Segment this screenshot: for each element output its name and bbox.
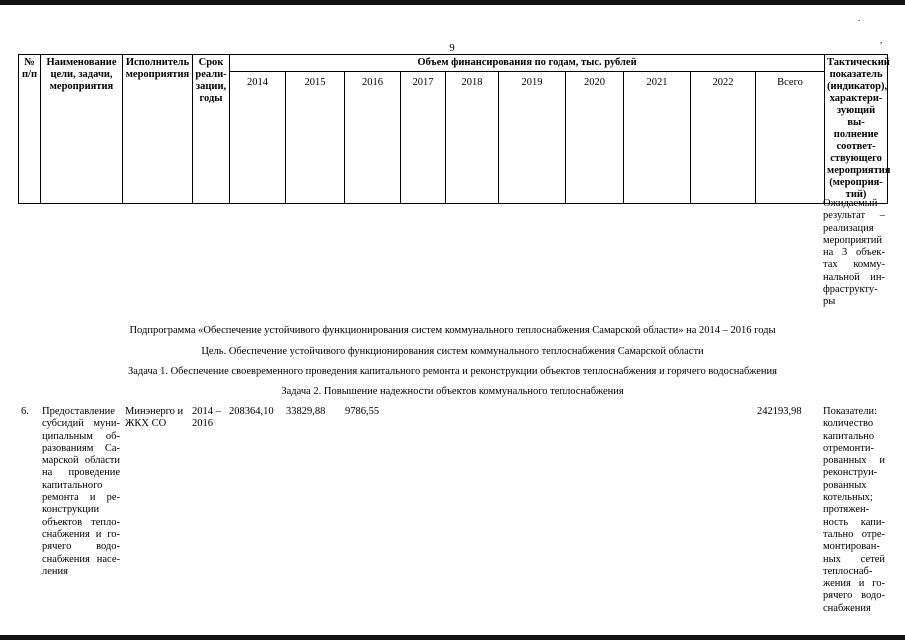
header-funding: Объем финансирования по годам, тыс. рублей [230, 55, 825, 72]
row-6-total: 242193,98 [757, 406, 802, 417]
header-year: 2021 [624, 72, 691, 204]
header-year: 2022 [691, 72, 756, 204]
header-year: 2017 [401, 72, 446, 204]
row-6-2014: 208364,10 [229, 406, 274, 417]
header-num: № п/п [19, 55, 41, 204]
header-name: Наименование цели, задачи, мероприятия [41, 55, 123, 204]
scan-bottom-border [0, 635, 905, 640]
row-6-2016: 9786,55 [345, 406, 380, 417]
header-year-total: Всего [756, 72, 825, 204]
header-year: 2020 [566, 72, 624, 204]
header-year: 2016 [345, 72, 401, 204]
goal-text: Цель. Обеспечение устойчивого функционирования систем коммунального теплоснабжения Самарской области [201, 346, 704, 357]
header-executor: Исполнитель мероприятия [123, 55, 193, 204]
header-year: 2018 [446, 72, 499, 204]
task-1: Задача 1. Обеспечение своевременного проведения капитального ремонта и реконструкции объектов теплоснабжения и горячего водоснабжения [128, 366, 777, 377]
scan-speck: . [858, 13, 861, 23]
header-year: 2015 [286, 72, 345, 204]
header-term: Срок реали-зации, годы [193, 55, 230, 204]
scan-speck: , [880, 35, 883, 45]
row-6-indicator: Показатели: количество капитально отремонти-рованных и реконструи-рованных котельных; протяжен-ность капи-тально отре-монтирован-ных сетей теплоснаб-жения и го-рячего водо-снабжения [823, 406, 885, 614]
header-indicator: Тактический показатель (индикатор), характери-зующий вы-полнение соответ-ствующего мероприятия (мероприя-тий) [825, 55, 888, 204]
expected-result: Ожидаемый результат – реализация мероприятий на 3 объек-тах комму-нальной ин-фраструкту-ры [823, 198, 885, 308]
row-6-num: 6. [21, 406, 29, 417]
header-year: 2019 [499, 72, 566, 204]
header-table [18, 54, 891, 204]
task-2: Задача 2. Повышение надежности объектов коммунального теплоснабжения [281, 386, 624, 397]
row-6-executor: Минэнерго и ЖКХ СО [125, 406, 184, 430]
subprogram-title: Подпрограмма «Обеспечение устойчивого функционирования систем коммунального теплоснабжения Самарской области» на 2014 – 2016 годы [129, 325, 776, 336]
header-year: 2014 [230, 72, 286, 204]
row-6-term: 2014 – 2016 [192, 406, 221, 430]
scan-top-border [0, 0, 905, 5]
row-6-2015: 33829,88 [286, 406, 326, 417]
page-number: 9 [449, 42, 455, 54]
row-6-name: Предоставление субсидий муни-ципальным об-разованиям Са-марской области на проведение капитального ремонта и ре-конструкции объектов тепло-снабжения и го-рячего водо-снабжения насе-ления [42, 406, 120, 577]
